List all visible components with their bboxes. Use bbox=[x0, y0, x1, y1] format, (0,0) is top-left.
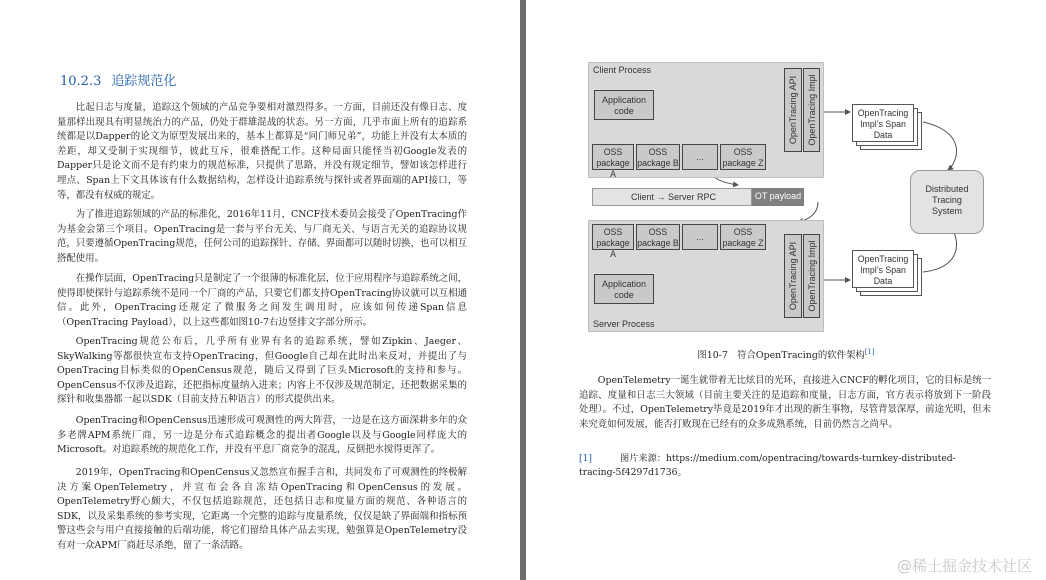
server-opentracing-api bbox=[784, 234, 802, 318]
client-process-label: Client Process bbox=[593, 65, 652, 75]
paragraph-2: 为了推进追踪领域的产品的标准化，2016年11月，CNCF技术委员会接受了OpenTracing作为基金会第三个项目。OpenTracing是一套与平台无关、与厂商无关、与语言无关的追踪协议规范，只要遵循OpenTracing规范，任何公司的追踪探针、存储、界面都可以随时切换，也可以相互搭配使用。 bbox=[57, 209, 467, 264]
span-data-line2: Impl’s Span bbox=[860, 265, 906, 275]
opentracing-impl-label: OpenTracing Impl bbox=[806, 240, 817, 312]
opentracing-api-label: OpenTracing API bbox=[788, 241, 798, 311]
span-data-line1: OpenTracing bbox=[857, 108, 909, 118]
ellipsis-label: ... bbox=[696, 152, 704, 162]
oss-package-label: package Z bbox=[722, 158, 764, 168]
server-oss-ellipsis bbox=[682, 224, 718, 250]
oss-label: OSS bbox=[733, 227, 753, 237]
architecture-diagram bbox=[588, 62, 1018, 344]
span-data-line2: Impl’s Span bbox=[860, 119, 906, 129]
span-data-line3: Data bbox=[873, 130, 893, 140]
client-oss-package-a bbox=[592, 144, 634, 179]
client-oss-ellipsis bbox=[682, 144, 718, 170]
server-process-label: Server Process bbox=[593, 319, 655, 329]
section-heading bbox=[60, 70, 176, 89]
ot-payload-label: OT payload bbox=[754, 191, 802, 201]
server-application-code-box bbox=[594, 274, 654, 304]
client-opentracing-impl bbox=[803, 68, 820, 152]
server-oss-package-z bbox=[720, 224, 766, 250]
paragraph-5: OpenTracing和OpenCensus迅速形成可观测性的两大阵营，一边是在这方面深耕多年的众多老牌APM系统厂商，另一边是分布式追踪概念的提出者Google以及与Google同样庞大的Microsoft。对追踪系统的规范化工作，并没有平息厂商竞争的混乱，反倒把水搅得更浑了。 bbox=[57, 415, 467, 456]
oss-package-label: package B bbox=[637, 158, 679, 168]
caption-text: 图10-7 符合OpenTracing的软件架构 bbox=[697, 350, 865, 361]
ot-payload-box bbox=[752, 188, 804, 206]
opentracing-api-label: OpenTracing API bbox=[788, 75, 798, 145]
watermark: @稀土掘金技术社区 bbox=[896, 557, 1032, 575]
footnote-text: 图片来源：https://medium.com/opentracing/towards-turnkey-distributed-tracing-5f4297d1736。 bbox=[579, 453, 956, 478]
figure-caption bbox=[526, 347, 1046, 361]
server-opentracing-impl bbox=[803, 234, 820, 318]
dist-line1: Distributed bbox=[925, 184, 969, 194]
footnote bbox=[579, 452, 991, 480]
paragraph-6: 2019年，OpenTracing和OpenCensus又忽然宣布握手言和，共同发布了可观测性的终极解决方案OpenTelemetry，并宣布会各自冻结OpenTracing和OpenCensus的发展。OpenTelemetry野心颇大，不仅包括追踪规范，还包括日志和度量方面的规范、各种语言的SDK，以及采集系统的参考实现，它距离一个完整的追踪与度量系统，仅仅是缺了界面端和指标预警这些会与用户直接接触的后端功能，将它们留给具体产品去实现，勉强算是OpenTelemetry没有对一众APM厂商赶尽杀绝，留了一条活路。 bbox=[57, 467, 467, 551]
rpc-label: Client → Server RPC bbox=[631, 192, 717, 202]
paragraph-3: 在操作层面，OpenTracing只是制定了一个很薄的标准化层，位于应用程序与追踪系统之间，使得即使探针与追踪系统不是同一个厂商的产品，只要它们都支持OpenTracing协议就可以互相通信。此外，OpenTracing还规定了微服务之间发生调用时，应该如何传递Span信息（OpenTracing Payload），以上这些都如图10-7右边竖排文字部分所示。 bbox=[57, 273, 467, 328]
oss-label: OSS bbox=[648, 147, 668, 157]
client-span-data-stack bbox=[852, 104, 914, 142]
section-title: 追踪规范化 bbox=[111, 74, 177, 89]
client-server-rpc-bar bbox=[592, 188, 752, 206]
oss-label: OSS bbox=[648, 227, 668, 237]
distributed-tracing-system bbox=[910, 170, 984, 234]
caption-footnote-ref[interactable]: [1] bbox=[864, 347, 875, 356]
client-app-label-line1: Application bbox=[601, 95, 647, 105]
right-page bbox=[526, 0, 1046, 580]
oss-package-label: package Z bbox=[722, 238, 764, 248]
server-oss-package-a bbox=[592, 224, 634, 259]
oss-package-label: package A bbox=[596, 238, 630, 259]
ellipsis-label: ... bbox=[696, 232, 704, 242]
right-paragraph: OpenTelemetry一诞生就带着无比炫目的光环，直接进入CNCF的孵化项目，它的目标是统一追踪、度量和日志三大领域（目前主要关注的是追踪和度量，日志方面，官方表示将放到下一阶段处理）。不过，OpenTelemetry毕竟是2019年才出现的新生事物，尽管背景深厚，前途光明，但未来究竟如何发展，能否打败现在已经有的众多成熟系统，目前仍然言之尚早。 bbox=[579, 375, 991, 430]
client-application-code-box bbox=[594, 90, 654, 120]
oss-package-label: package A bbox=[596, 158, 630, 179]
client-app-label-line2: code bbox=[614, 106, 634, 116]
oss-label: OSS bbox=[603, 227, 623, 237]
oss-label: OSS bbox=[733, 147, 753, 157]
server-app-label-line2: code bbox=[614, 290, 634, 300]
footnote-mark: [1] bbox=[579, 453, 593, 464]
dist-line3: System bbox=[931, 206, 962, 216]
paragraph-4: OpenTracing规范公布后，几乎所有业界有名的追踪系统，譬如Zipkin、Jaeger、SkyWalking等都很快宣布支持OpenTracing，但Google自己却在此时出来反对，并提出了与OpenTracing目标类似的OpenCensus规范，随后又得到了巨头Microsoft的支持和参与。OpenCensus不仅涉及追踪，还把指标度量纳入进来；内容上不仅涉及规范制定，还把数据采集的探针和收集器都一起以SDK（目前支持五种语言）的形式提供出来。 bbox=[57, 336, 467, 406]
server-oss-package-b bbox=[636, 224, 680, 250]
span-data-line1: OpenTracing bbox=[857, 254, 909, 264]
client-oss-package-z bbox=[720, 144, 766, 170]
dist-line2: Tracing bbox=[932, 195, 962, 205]
section-number: 10.2.3 bbox=[60, 74, 102, 89]
oss-label: OSS bbox=[603, 147, 623, 157]
server-app-label-line1: Application bbox=[601, 279, 647, 289]
server-span-data-stack bbox=[852, 250, 914, 288]
span-data-line3: Data bbox=[873, 276, 893, 286]
left-page bbox=[0, 0, 520, 580]
client-oss-package-b bbox=[636, 144, 680, 170]
paragraph-1: 比起日志与度量，追踪这个领域的产品竞争要相对激烈得多。一方面，目前还没有像日志、度量那样出现具有明显统治力的产品，仍处于群雄混战的状态。另一方面，几乎市面上所有的追踪系统都是以Dapper的论文为原型发展出来的，基本上都算是“同门师兄弟”，功能上并没有太本质的差距，却又受制于实现细节，彼此互斥，很难搭配工作。这种局面只能怪当初Google发表的Dapper只是论文而不是有约束力的规范标准，只提供了思路，并没有规定细节，譬如该怎样进行埋点、Span上下文具体该有什么数据结构，怎样设计追踪系统与探针或者界面端的API接口，等等，都没有权威的规定。 bbox=[57, 102, 467, 201]
oss-package-label: package B bbox=[637, 238, 679, 248]
client-opentracing-api bbox=[784, 68, 802, 152]
opentracing-impl-label: OpenTracing Impl bbox=[806, 74, 817, 146]
